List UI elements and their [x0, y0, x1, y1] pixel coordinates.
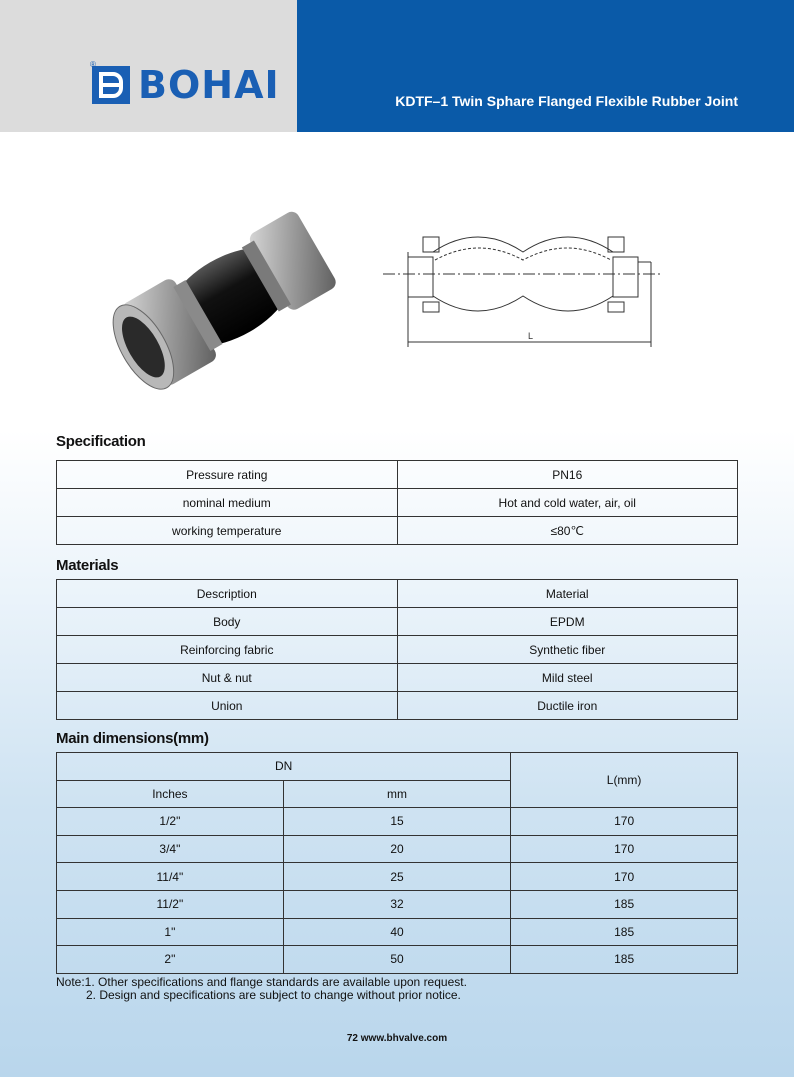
spec-value: Hot and cold water, air, oil — [397, 489, 738, 517]
material-value: Ductile iron — [397, 692, 738, 720]
technical-drawing — [383, 222, 663, 357]
table-header-row — [57, 753, 738, 781]
inches-cell: 1" — [57, 918, 284, 946]
length-label: L — [528, 331, 534, 341]
length-cell: 170 — [511, 808, 738, 836]
table-row — [57, 489, 738, 517]
note-line-2: 2. Design and specifications are subject to change without prior notice. — [86, 988, 461, 1002]
inches-cell: 1/2" — [57, 808, 284, 836]
table-row — [57, 863, 738, 891]
spec-value: ≤80℃ — [397, 517, 738, 545]
materials-heading: Materials — [56, 557, 119, 574]
material-value: Mild steel — [397, 664, 738, 692]
table-row — [57, 517, 738, 545]
notes — [56, 976, 467, 1002]
length-cell: 185 — [511, 890, 738, 918]
inches-cell: 3/4" — [57, 835, 284, 863]
dn-header: DN — [57, 753, 511, 781]
table-row — [57, 808, 738, 836]
mm-cell: 32 — [283, 890, 510, 918]
inches-cell: 11/2" — [57, 890, 284, 918]
mm-cell: 25 — [283, 863, 510, 891]
table-row — [57, 636, 738, 664]
product-photo — [100, 205, 360, 390]
material-part: Body — [57, 608, 398, 636]
material-value: EPDM — [397, 608, 738, 636]
dimensions-table — [56, 752, 738, 974]
mm-header: mm — [283, 780, 510, 808]
length-cell: 170 — [511, 863, 738, 891]
material-part: Reinforcing fabric — [57, 636, 398, 664]
logo-mark-icon — [92, 66, 130, 104]
table-row — [57, 835, 738, 863]
registered-mark: ® — [90, 60, 96, 69]
page-title: KDTF–1 Twin Sphare Flanged Flexible Rubber Joint — [395, 93, 738, 109]
material-header: Description — [57, 580, 398, 608]
spec-label: nominal medium — [57, 489, 398, 517]
length-cell: 170 — [511, 835, 738, 863]
material-part: Union — [57, 692, 398, 720]
materials-table — [56, 579, 738, 720]
brand-name: BOHAI — [138, 63, 280, 107]
header-right-panel — [297, 0, 794, 132]
table-row — [57, 608, 738, 636]
material-header: Material — [397, 580, 738, 608]
material-part: Nut & nut — [57, 664, 398, 692]
table-row — [57, 946, 738, 974]
mm-cell: 50 — [283, 946, 510, 974]
note-line-1: Note:1. Other specifications and flange standards are available upon request. — [56, 975, 467, 989]
page-footer: 72 www.bhvalve.com — [346, 1033, 448, 1044]
mm-cell: 20 — [283, 835, 510, 863]
length-header: L(mm) — [511, 753, 738, 808]
mm-cell: 40 — [283, 918, 510, 946]
table-row — [57, 664, 738, 692]
specification-heading: Specification — [56, 433, 146, 450]
inches-header: Inches — [57, 780, 284, 808]
length-cell: 185 — [511, 946, 738, 974]
material-value: Synthetic fiber — [397, 636, 738, 664]
specification-table — [56, 460, 738, 545]
table-row — [57, 692, 738, 720]
dimensions-heading: Main dimensions(mm) — [56, 730, 209, 747]
table-row — [57, 918, 738, 946]
brand-logo — [92, 63, 280, 107]
inches-cell: 2" — [57, 946, 284, 974]
table-row — [57, 461, 738, 489]
inches-cell: 11/4" — [57, 863, 284, 891]
spec-value: PN16 — [397, 461, 738, 489]
length-cell: 185 — [511, 918, 738, 946]
spec-label: Pressure rating — [57, 461, 398, 489]
mm-cell: 15 — [283, 808, 510, 836]
table-row — [57, 580, 738, 608]
spec-label: working temperature — [57, 517, 398, 545]
table-row — [57, 890, 738, 918]
